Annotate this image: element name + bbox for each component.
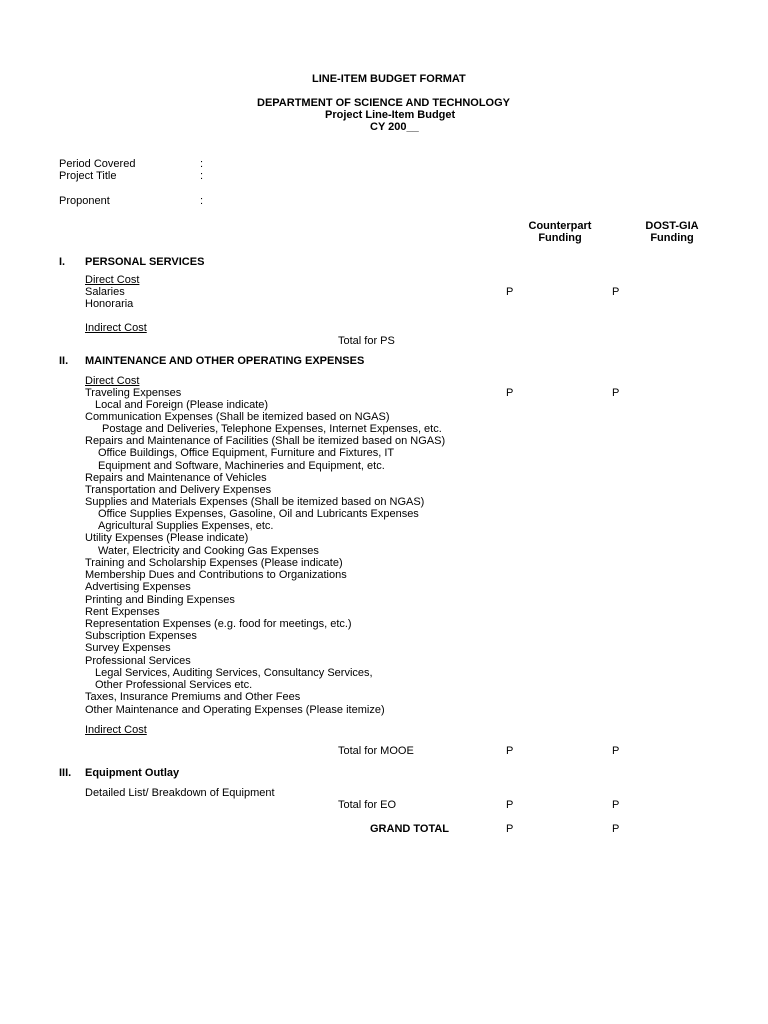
mooe-item: Supplies and Materials Expenses (Shall be itemized based on NGAS): [85, 496, 425, 508]
eo-title: Equipment Outlay: [85, 767, 180, 779]
mooe-item: Repairs and Maintenance of Facilities (Shall be itemized based on NGAS): [85, 435, 446, 447]
mooe-item: Traveling Expenses: [85, 387, 182, 399]
dost-gia-header-line1: DOST-GIA: [645, 220, 699, 232]
ps-honoraria: Honoraria: [85, 298, 134, 310]
mooe-item: Taxes, Insurance Premiums and Other Fees: [85, 691, 301, 703]
mooe-item: Professional Services: [85, 655, 191, 667]
mooe-direct-cost: Direct Cost: [85, 375, 140, 387]
mooe-item: Postage and Deliveries, Telephone Expenses, Internet Expenses, etc.: [102, 423, 442, 435]
proponent-label: Proponent: [59, 195, 110, 207]
mooe-item: Other Maintenance and Operating Expenses (Please itemize): [85, 704, 385, 716]
counterpart-header-line1: Counterpart: [528, 220, 592, 232]
project-title-colon: :: [200, 170, 204, 182]
ps-direct-cost: Direct Cost: [85, 274, 140, 286]
mooe-numeral: II.: [59, 355, 69, 367]
mooe-item: Agricultural Supplies Expenses, etc.: [98, 520, 274, 532]
mooe-item: Legal Services, Auditing Services, Consultancy Services,: [95, 667, 373, 679]
mooe-total-counterpart-currency: P: [506, 745, 514, 757]
project-title-label: Project Title: [59, 170, 117, 182]
mooe-item: Subscription Expenses: [85, 630, 197, 642]
proponent-colon: :: [200, 195, 204, 207]
mooe-item: Transportation and Delivery Expenses: [85, 484, 272, 496]
ps-dost-currency: P: [612, 286, 620, 298]
ps-total: Total for PS: [338, 335, 395, 347]
period-covered-label: Period Covered: [59, 158, 136, 170]
mooe-item: Equipment and Software, Machineries and Equipment, etc.: [98, 460, 385, 472]
format-title: LINE-ITEM BUDGET FORMAT: [312, 73, 466, 85]
mooe-item: Office Supplies Expenses, Gasoline, Oil and Lubricants Expenses: [98, 508, 419, 520]
mooe-counterpart-currency: P: [506, 387, 514, 399]
ps-counterpart-currency: P: [506, 286, 514, 298]
mooe-item: Repairs and Maintenance of Vehicles: [85, 472, 267, 484]
period-covered-colon: :: [200, 158, 204, 170]
calendar-year: CY 200__: [370, 121, 419, 133]
mooe-item: Other Professional Services etc.: [95, 679, 253, 691]
budget-subtitle: Project Line-Item Budget: [325, 109, 456, 121]
mooe-item: Local and Foreign (Please indicate): [95, 399, 269, 411]
mooe-title: MAINTENANCE AND OTHER OPERATING EXPENSES: [85, 355, 365, 367]
mooe-item: Membership Dues and Contributions to Organizations: [85, 569, 347, 581]
mooe-item: Advertising Expenses: [85, 581, 191, 593]
eo-total: Total for EO: [338, 799, 397, 811]
ps-salaries: Salaries: [85, 286, 125, 298]
grand-total: GRAND TOTAL: [370, 823, 450, 835]
ps-indirect-cost: Indirect Cost: [85, 322, 147, 334]
grand-total-counterpart-currency: P: [506, 823, 514, 835]
mooe-total-dost-currency: P: [612, 745, 620, 757]
mooe-item: Printing and Binding Expenses: [85, 594, 235, 606]
eo-detail: Detailed List/ Breakdown of Equipment: [85, 787, 275, 799]
mooe-item: Representation Expenses (e.g. food for meetings, etc.): [85, 618, 352, 630]
mooe-indirect-cost: Indirect Cost: [85, 724, 147, 736]
dost-gia-header-line2: Funding: [650, 232, 694, 244]
mooe-item: Training and Scholarship Expenses (Please indicate): [85, 557, 343, 569]
mooe-total: Total for MOOE: [338, 745, 414, 757]
eo-numeral: III.: [59, 767, 72, 779]
eo-total-counterpart-currency: P: [506, 799, 514, 811]
mooe-item: Office Buildings, Office Equipment, Furniture and Fixtures, IT: [98, 447, 395, 459]
mooe-dost-currency: P: [612, 387, 620, 399]
mooe-item: Communication Expenses (Shall be itemized based on NGAS): [85, 411, 390, 423]
mooe-item: Rent Expenses: [85, 606, 160, 618]
department-name: DEPARTMENT OF SCIENCE AND TECHNOLOGY: [257, 97, 511, 109]
counterpart-header-line2: Funding: [538, 232, 582, 244]
ps-title: PERSONAL SERVICES: [85, 256, 205, 268]
mooe-item: Survey Expenses: [85, 642, 171, 654]
mooe-item: Water, Electricity and Cooking Gas Expenses: [98, 545, 319, 557]
mooe-item: Utility Expenses (Please indicate): [85, 532, 249, 544]
ps-numeral: I.: [59, 256, 66, 268]
grand-total-dost-currency: P: [612, 823, 620, 835]
eo-total-dost-currency: P: [612, 799, 620, 811]
